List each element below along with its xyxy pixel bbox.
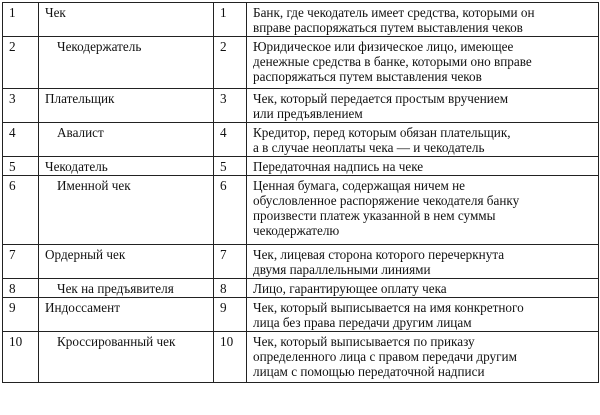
definition-cell <box>247 157 599 176</box>
left-number: 7 <box>3 245 39 279</box>
definition-line: Чек, который выписывается по приказу <box>253 334 475 349</box>
definition-cell <box>247 298 599 332</box>
definition-line: Банк, где чекодатель имеет средства, которыми он <box>253 5 535 20</box>
definition-line: Юридическое или физическое лицо, имеющее <box>253 39 514 54</box>
left-number: 10 <box>3 332 39 383</box>
term-cell: Чек на предъявителя <box>39 279 214 298</box>
table-body <box>3 3 599 383</box>
term-cell: Именной чек <box>39 176 214 245</box>
table-row <box>3 157 599 176</box>
table-row <box>3 332 599 383</box>
left-number: 6 <box>3 176 39 245</box>
definition-cell <box>247 37 599 89</box>
left-number: 8 <box>3 279 39 298</box>
definition-line: денежные средства в банке, которыми оно вправе <box>253 54 532 69</box>
left-number: 3 <box>3 89 39 123</box>
definition-line: Передаточная надпись на чеке <box>253 159 424 174</box>
term-cell: Чекодатель <box>39 157 214 176</box>
definition-line: распоряжаться путем выставления чеков <box>253 69 482 84</box>
definition-cell <box>247 176 599 245</box>
right-number: 6 <box>214 176 247 245</box>
table-row <box>3 123 599 157</box>
right-number: 3 <box>214 89 247 123</box>
definition-line: Чек, который передается простым вручением <box>253 91 509 106</box>
left-number: 9 <box>3 298 39 332</box>
definition-line: Чек, лицевая сторона которого перечеркнута <box>253 247 505 262</box>
definition-line: произвести платеж указанной в нем суммы <box>253 208 496 223</box>
definition-line: двумя параллельными линиями <box>253 262 431 277</box>
left-number: 1 <box>3 3 39 37</box>
definition-cell <box>247 123 599 157</box>
right-number: 4 <box>214 123 247 157</box>
left-number: 5 <box>3 157 39 176</box>
right-number: 7 <box>214 245 247 279</box>
definition-line: вправе распоряжаться путем выставления чеков <box>253 20 523 35</box>
left-number: 4 <box>3 123 39 157</box>
term-cell: Чек <box>39 3 214 37</box>
definition-cell <box>247 89 599 123</box>
definition-line: обусловленное распоряжение чекодателя банку <box>253 193 520 208</box>
right-number: 10 <box>214 332 247 383</box>
term-cell: Индоссамент <box>39 298 214 332</box>
table-row <box>3 89 599 123</box>
definition-line: или предъявлением <box>253 106 363 121</box>
right-number: 2 <box>214 37 247 89</box>
term-cell: Ордерный чек <box>39 245 214 279</box>
matching-table <box>2 2 599 383</box>
definition-line: определенного лица с правом передачи другим <box>253 349 517 364</box>
definition-cell <box>247 245 599 279</box>
definition-line: лица без права передачи другим лицам <box>253 315 472 330</box>
definition-cell <box>247 3 599 37</box>
definition-cell <box>247 332 599 383</box>
definition-line: Чек, который выписывается на имя конкретного <box>253 300 524 315</box>
table-row <box>3 279 599 298</box>
definition-line: а в случае неоплаты чека — и чекодатель <box>253 140 485 155</box>
right-number: 9 <box>214 298 247 332</box>
term-cell: Кроссированный чек <box>39 332 214 383</box>
right-number: 1 <box>214 3 247 37</box>
table-row <box>3 176 599 245</box>
right-number: 5 <box>214 157 247 176</box>
table-row <box>3 37 599 89</box>
definition-cell <box>247 279 599 298</box>
definition-line: Лицо, гарантирующее оплату чека <box>253 281 447 296</box>
term-cell: Плательщик <box>39 89 214 123</box>
table-row <box>3 3 599 37</box>
table-row <box>3 298 599 332</box>
term-cell: Авалист <box>39 123 214 157</box>
term-cell: Чекодержатель <box>39 37 214 89</box>
definition-line: лицам с помощью передаточной надписи <box>253 364 485 379</box>
table-row <box>3 245 599 279</box>
definition-line: Ценная бумага, содержащая ничем не <box>253 178 466 193</box>
definition-line: чекодержателю <box>253 223 340 238</box>
left-number: 2 <box>3 37 39 89</box>
right-number: 8 <box>214 279 247 298</box>
definition-line: Кредитор, перед которым обязан плательщик, <box>253 125 511 140</box>
